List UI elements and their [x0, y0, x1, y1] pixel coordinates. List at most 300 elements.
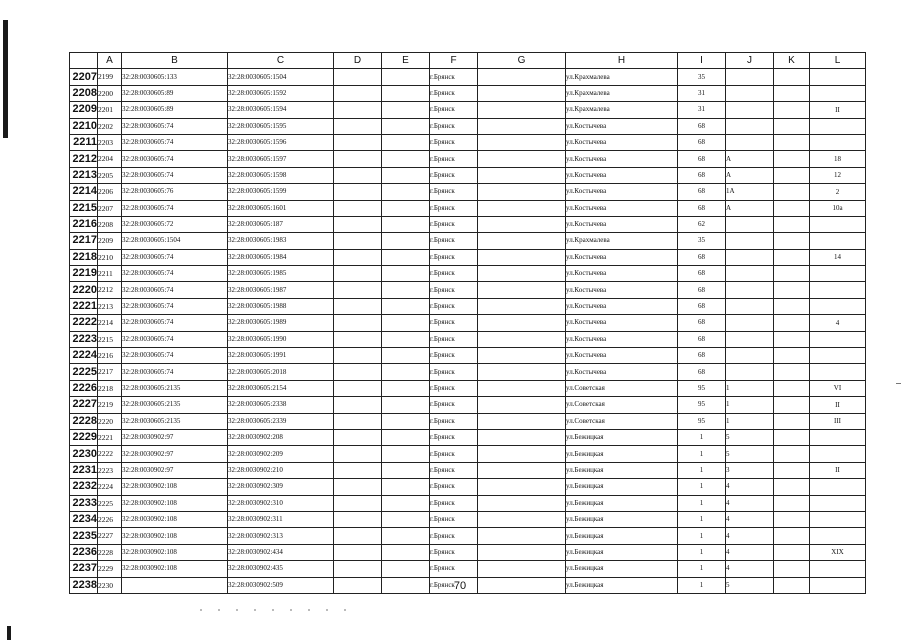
row-header[interactable]: 2225	[70, 364, 98, 380]
row-header[interactable]: 2223	[70, 331, 98, 347]
cell-k[interactable]	[774, 413, 810, 429]
cell-g[interactable]	[478, 397, 566, 413]
cell-c[interactable]: 32:28:0030605:1598	[228, 167, 334, 183]
cell-k[interactable]	[774, 511, 810, 527]
cell-f[interactable]: г.Брянск	[430, 200, 478, 216]
cell-i[interactable]: 68	[678, 134, 726, 150]
cell-e[interactable]	[382, 69, 430, 85]
cell-k[interactable]	[774, 331, 810, 347]
cell-e[interactable]	[382, 528, 430, 544]
cell-j[interactable]	[726, 102, 774, 118]
cell-j[interactable]: А	[726, 200, 774, 216]
cell-f[interactable]: г.Брянск	[430, 102, 478, 118]
cell-i[interactable]: 68	[678, 348, 726, 364]
cell-b[interactable]	[122, 577, 228, 593]
cell-i[interactable]: 31	[678, 102, 726, 118]
cell-f[interactable]: г.Брянск	[430, 495, 478, 511]
row-header[interactable]: 2236	[70, 544, 98, 560]
cell-l[interactable]	[810, 298, 866, 314]
column-header-d[interactable]: D	[334, 53, 382, 69]
cell-h[interactable]: ул.Костычева	[566, 282, 678, 298]
cell-k[interactable]	[774, 462, 810, 478]
cell-b[interactable]: 32:28:0030605:2135	[122, 397, 228, 413]
cell-e[interactable]	[382, 315, 430, 331]
cell-c[interactable]: 32:28:0030605:2018	[228, 364, 334, 380]
cell-j[interactable]	[726, 233, 774, 249]
cell-l[interactable]: III	[810, 413, 866, 429]
cell-l[interactable]	[810, 233, 866, 249]
cell-j[interactable]	[726, 364, 774, 380]
cell-e[interactable]	[382, 429, 430, 445]
cell-b[interactable]: 32:28:0030605:74	[122, 118, 228, 134]
cell-g[interactable]	[478, 134, 566, 150]
cell-f[interactable]: г.Брянск	[430, 364, 478, 380]
cell-j[interactable]: А	[726, 167, 774, 183]
cell-b[interactable]: 32:28:0030902:97	[122, 462, 228, 478]
cell-e[interactable]	[382, 167, 430, 183]
cell-d[interactable]	[334, 151, 382, 167]
cell-b[interactable]: 32:28:0030605:74	[122, 134, 228, 150]
cell-a[interactable]: 2210	[98, 249, 122, 265]
cell-l[interactable]	[810, 69, 866, 85]
row-header[interactable]: 2234	[70, 511, 98, 527]
cell-j[interactable]: 4	[726, 528, 774, 544]
cell-g[interactable]	[478, 561, 566, 577]
cell-i[interactable]: 68	[678, 298, 726, 314]
cell-f[interactable]: г.Брянск	[430, 380, 478, 396]
cell-g[interactable]	[478, 364, 566, 380]
cell-e[interactable]	[382, 380, 430, 396]
cell-h[interactable]: ул.Бежицкая	[566, 495, 678, 511]
cell-g[interactable]	[478, 266, 566, 282]
cell-h[interactable]: ул.Советская	[566, 380, 678, 396]
cell-a[interactable]: 2209	[98, 233, 122, 249]
column-header-a[interactable]: A	[98, 53, 122, 69]
cell-a[interactable]: 2230	[98, 577, 122, 593]
cell-d[interactable]	[334, 69, 382, 85]
cell-k[interactable]	[774, 118, 810, 134]
cell-e[interactable]	[382, 216, 430, 232]
cell-h[interactable]: ул.Бежицкая	[566, 429, 678, 445]
cell-d[interactable]	[334, 479, 382, 495]
cell-d[interactable]	[334, 364, 382, 380]
cell-e[interactable]	[382, 134, 430, 150]
cell-b[interactable]: 32:28:0030902:108	[122, 495, 228, 511]
cell-l[interactable]: II	[810, 102, 866, 118]
cell-e[interactable]	[382, 102, 430, 118]
cell-a[interactable]: 2217	[98, 364, 122, 380]
cell-d[interactable]	[334, 249, 382, 265]
cell-a[interactable]: 2224	[98, 479, 122, 495]
row-header[interactable]: 2228	[70, 413, 98, 429]
column-header-e[interactable]: E	[382, 53, 430, 69]
row-header[interactable]: 2224	[70, 348, 98, 364]
cell-f[interactable]: г.Брянск	[430, 266, 478, 282]
cell-j[interactable]: 5	[726, 577, 774, 593]
cell-c[interactable]: 32:28:0030902:313	[228, 528, 334, 544]
cell-b[interactable]: 32:28:0030605:133	[122, 69, 228, 85]
cell-j[interactable]: 3	[726, 462, 774, 478]
row-header[interactable]: 2212	[70, 151, 98, 167]
cell-h[interactable]: ул.Костычева	[566, 118, 678, 134]
cell-j[interactable]	[726, 315, 774, 331]
cell-k[interactable]	[774, 167, 810, 183]
row-header[interactable]: 2216	[70, 216, 98, 232]
cell-a[interactable]: 2211	[98, 266, 122, 282]
cell-l[interactable]	[810, 495, 866, 511]
cell-c[interactable]: 32:28:0030605:1597	[228, 151, 334, 167]
cell-d[interactable]	[334, 216, 382, 232]
cell-e[interactable]	[382, 544, 430, 560]
column-header-j[interactable]: J	[726, 53, 774, 69]
cell-g[interactable]	[478, 577, 566, 593]
cell-f[interactable]: г.Брянск	[430, 216, 478, 232]
row-header[interactable]: 2219	[70, 266, 98, 282]
cell-a[interactable]: 2220	[98, 413, 122, 429]
cell-i[interactable]: 1	[678, 528, 726, 544]
cell-h[interactable]: ул.Крахмалева	[566, 85, 678, 101]
cell-c[interactable]: 32:28:0030605:1987	[228, 282, 334, 298]
cell-h[interactable]: ул.Костычева	[566, 216, 678, 232]
cell-f[interactable]: г.Брянск	[430, 446, 478, 462]
cell-c[interactable]: 32:28:0030902:435	[228, 561, 334, 577]
cell-b[interactable]: 32:28:0030605:74	[122, 151, 228, 167]
cell-h[interactable]: ул.Крахмалева	[566, 102, 678, 118]
cell-b[interactable]: 32:28:0030605:2135	[122, 380, 228, 396]
cell-j[interactable]: 4	[726, 511, 774, 527]
cell-d[interactable]	[334, 544, 382, 560]
cell-l[interactable]: 4	[810, 315, 866, 331]
cell-b[interactable]: 32:28:0030902:97	[122, 446, 228, 462]
cell-e[interactable]	[382, 413, 430, 429]
cell-h[interactable]: ул.Костычева	[566, 331, 678, 347]
cell-a[interactable]: 2222	[98, 446, 122, 462]
cell-l[interactable]: XIX	[810, 544, 866, 560]
cell-i[interactable]: 95	[678, 380, 726, 396]
row-header[interactable]: 2211	[70, 134, 98, 150]
cell-f[interactable]: г.Брянск	[430, 544, 478, 560]
cell-g[interactable]	[478, 102, 566, 118]
cell-f[interactable]: г.Брянск	[430, 331, 478, 347]
cell-i[interactable]: 68	[678, 200, 726, 216]
cell-l[interactable]: 12	[810, 167, 866, 183]
cell-i[interactable]: 1	[678, 544, 726, 560]
cell-l[interactable]: II	[810, 397, 866, 413]
column-header-h[interactable]: H	[566, 53, 678, 69]
cell-a[interactable]: 2225	[98, 495, 122, 511]
cell-a[interactable]: 2204	[98, 151, 122, 167]
cell-j[interactable]	[726, 134, 774, 150]
cell-b[interactable]: 32:28:0030605:74	[122, 167, 228, 183]
cell-c[interactable]: 32:28:0030605:1592	[228, 85, 334, 101]
cell-f[interactable]: г.Брянск	[430, 348, 478, 364]
cell-k[interactable]	[774, 233, 810, 249]
cell-k[interactable]	[774, 561, 810, 577]
row-header[interactable]: 2220	[70, 282, 98, 298]
cell-k[interactable]	[774, 495, 810, 511]
cell-j[interactable]: 1	[726, 413, 774, 429]
cell-b[interactable]: 32:28:0030605:74	[122, 315, 228, 331]
cell-c[interactable]: 32:28:0030605:1594	[228, 102, 334, 118]
cell-d[interactable]	[334, 233, 382, 249]
cell-j[interactable]: 5	[726, 446, 774, 462]
column-header-l[interactable]: L	[810, 53, 866, 69]
cell-c[interactable]: 32:28:0030902:509	[228, 577, 334, 593]
cell-d[interactable]	[334, 511, 382, 527]
cell-j[interactable]: 4	[726, 544, 774, 560]
cell-j[interactable]	[726, 69, 774, 85]
cell-l[interactable]	[810, 429, 866, 445]
cell-j[interactable]	[726, 348, 774, 364]
cell-e[interactable]	[382, 298, 430, 314]
cell-a[interactable]: 2203	[98, 134, 122, 150]
cell-h[interactable]: ул.Крахмалева	[566, 69, 678, 85]
cell-c[interactable]: 32:28:0030605:1983	[228, 233, 334, 249]
cell-d[interactable]	[334, 446, 382, 462]
cell-b[interactable]: 32:28:0030605:74	[122, 282, 228, 298]
column-header-k[interactable]: K	[774, 53, 810, 69]
cell-a[interactable]: 2207	[98, 200, 122, 216]
cell-l[interactable]	[810, 266, 866, 282]
cell-i[interactable]: 68	[678, 331, 726, 347]
row-header[interactable]: 2221	[70, 298, 98, 314]
cell-f[interactable]: г.Брянск	[430, 429, 478, 445]
cell-h[interactable]: ул.Костычева	[566, 167, 678, 183]
cell-a[interactable]: 2208	[98, 216, 122, 232]
cell-i[interactable]: 35	[678, 69, 726, 85]
cell-l[interactable]	[810, 528, 866, 544]
cell-e[interactable]	[382, 118, 430, 134]
row-header[interactable]: 2238	[70, 577, 98, 593]
cell-c[interactable]: 32:28:0030605:1990	[228, 331, 334, 347]
cell-i[interactable]: 68	[678, 315, 726, 331]
row-header[interactable]: 2227	[70, 397, 98, 413]
cell-c[interactable]: 32:28:0030605:2339	[228, 413, 334, 429]
cell-a[interactable]: 2229	[98, 561, 122, 577]
cell-b[interactable]: 32:28:0030902:108	[122, 561, 228, 577]
cell-f[interactable]: г.Брянск	[430, 397, 478, 413]
cell-c[interactable]: 32:28:0030902:310	[228, 495, 334, 511]
cell-a[interactable]: 2213	[98, 298, 122, 314]
cell-e[interactable]	[382, 200, 430, 216]
cell-l[interactable]	[810, 511, 866, 527]
cell-a[interactable]: 2218	[98, 380, 122, 396]
cell-g[interactable]	[478, 216, 566, 232]
cell-c[interactable]: 32:28:0030605:2154	[228, 380, 334, 396]
cell-j[interactable]: 1	[726, 397, 774, 413]
row-header[interactable]: 2215	[70, 200, 98, 216]
row-header[interactable]: 2231	[70, 462, 98, 478]
cell-f[interactable]: г.Брянск	[430, 315, 478, 331]
cell-e[interactable]	[382, 511, 430, 527]
cell-b[interactable]: 32:28:0030605:74	[122, 298, 228, 314]
cell-b[interactable]: 32:28:0030605:74	[122, 331, 228, 347]
cell-b[interactable]: 32:28:0030605:74	[122, 249, 228, 265]
cell-l[interactable]	[810, 479, 866, 495]
cell-c[interactable]: 32:28:0030605:1988	[228, 298, 334, 314]
row-header[interactable]: 2207	[70, 69, 98, 85]
cell-h[interactable]: ул.Костычева	[566, 249, 678, 265]
cell-b[interactable]: 32:28:0030605:72	[122, 216, 228, 232]
cell-h[interactable]: ул.Костычева	[566, 200, 678, 216]
cell-f[interactable]: г.Брянск	[430, 282, 478, 298]
cell-d[interactable]	[334, 266, 382, 282]
cell-h[interactable]: ул.Бежицкая	[566, 528, 678, 544]
cell-a[interactable]: 2219	[98, 397, 122, 413]
cell-l[interactable]: VI	[810, 380, 866, 396]
cell-k[interactable]	[774, 429, 810, 445]
cell-j[interactable]: 4	[726, 561, 774, 577]
cell-i[interactable]: 1	[678, 429, 726, 445]
cell-h[interactable]: ул.Бежицкая	[566, 446, 678, 462]
cell-j[interactable]	[726, 282, 774, 298]
cell-a[interactable]: 2206	[98, 184, 122, 200]
cell-g[interactable]	[478, 315, 566, 331]
cell-k[interactable]	[774, 544, 810, 560]
cell-c[interactable]: 32:28:0030902:434	[228, 544, 334, 560]
cell-a[interactable]: 2216	[98, 348, 122, 364]
cell-i[interactable]: 68	[678, 151, 726, 167]
cell-k[interactable]	[774, 397, 810, 413]
cell-i[interactable]: 95	[678, 397, 726, 413]
cell-b[interactable]: 32:28:0030902:108	[122, 479, 228, 495]
cell-c[interactable]: 32:28:0030605:1989	[228, 315, 334, 331]
cell-d[interactable]	[334, 348, 382, 364]
cell-h[interactable]: ул.Костычева	[566, 298, 678, 314]
cell-j[interactable]: 5	[726, 429, 774, 445]
cell-l[interactable]	[810, 348, 866, 364]
cell-f[interactable]: г.Брянск	[430, 85, 478, 101]
cell-h[interactable]: ул.Костычева	[566, 364, 678, 380]
cell-f[interactable]: г.Брянск	[430, 69, 478, 85]
cell-l[interactable]	[810, 118, 866, 134]
cell-e[interactable]	[382, 495, 430, 511]
column-header-f[interactable]: F	[430, 53, 478, 69]
cell-c[interactable]: 32:28:0030605:1596	[228, 134, 334, 150]
cell-g[interactable]	[478, 544, 566, 560]
cell-k[interactable]	[774, 479, 810, 495]
cell-g[interactable]	[478, 118, 566, 134]
cell-i[interactable]: 1	[678, 511, 726, 527]
cell-k[interactable]	[774, 298, 810, 314]
cell-g[interactable]	[478, 331, 566, 347]
cell-b[interactable]: 32:28:0030902:108	[122, 528, 228, 544]
cell-g[interactable]	[478, 528, 566, 544]
cell-d[interactable]	[334, 282, 382, 298]
cell-k[interactable]	[774, 249, 810, 265]
cell-e[interactable]	[382, 266, 430, 282]
cell-h[interactable]: ул.Бежицкая	[566, 479, 678, 495]
cell-d[interactable]	[334, 134, 382, 150]
cell-c[interactable]: 32:28:0030605:1599	[228, 184, 334, 200]
cell-g[interactable]	[478, 200, 566, 216]
cell-a[interactable]: 2226	[98, 511, 122, 527]
cell-d[interactable]	[334, 184, 382, 200]
cell-i[interactable]: 68	[678, 184, 726, 200]
cell-a[interactable]: 2202	[98, 118, 122, 134]
cell-a[interactable]: 2228	[98, 544, 122, 560]
cell-f[interactable]: г.Брянск	[430, 462, 478, 478]
cell-c[interactable]: 32:28:0030902:209	[228, 446, 334, 462]
cell-k[interactable]	[774, 364, 810, 380]
cell-i[interactable]: 1	[678, 479, 726, 495]
cell-k[interactable]	[774, 282, 810, 298]
cell-e[interactable]	[382, 364, 430, 380]
cell-f[interactable]: г.Брянск	[430, 167, 478, 183]
cell-k[interactable]	[774, 134, 810, 150]
cell-h[interactable]: ул.Советская	[566, 397, 678, 413]
cell-e[interactable]	[382, 577, 430, 593]
cell-b[interactable]: 32:28:0030605:74	[122, 348, 228, 364]
cell-d[interactable]	[334, 462, 382, 478]
cell-l[interactable]: II	[810, 462, 866, 478]
cell-h[interactable]: ул.Костычева	[566, 348, 678, 364]
row-header[interactable]: 2210	[70, 118, 98, 134]
cell-k[interactable]	[774, 528, 810, 544]
row-header[interactable]: 2232	[70, 479, 98, 495]
cell-g[interactable]	[478, 380, 566, 396]
cell-j[interactable]	[726, 298, 774, 314]
cell-g[interactable]	[478, 233, 566, 249]
cell-c[interactable]: 32:28:0030605:2338	[228, 397, 334, 413]
cell-i[interactable]: 1	[678, 561, 726, 577]
cell-g[interactable]	[478, 479, 566, 495]
cell-a[interactable]: 2199	[98, 69, 122, 85]
cell-k[interactable]	[774, 315, 810, 331]
cell-g[interactable]	[478, 429, 566, 445]
cell-g[interactable]	[478, 511, 566, 527]
cell-b[interactable]: 32:28:0030605:74	[122, 364, 228, 380]
cell-d[interactable]	[334, 528, 382, 544]
cell-b[interactable]: 32:28:0030902:108	[122, 544, 228, 560]
cell-c[interactable]: 32:28:0030605:1504	[228, 69, 334, 85]
cell-i[interactable]: 31	[678, 85, 726, 101]
cell-k[interactable]	[774, 184, 810, 200]
cell-f[interactable]: г.Брянск	[430, 249, 478, 265]
cell-k[interactable]	[774, 200, 810, 216]
row-header[interactable]: 2226	[70, 380, 98, 396]
cell-j[interactable]	[726, 216, 774, 232]
cell-b[interactable]: 32:28:0030605:1504	[122, 233, 228, 249]
column-header-c[interactable]: C	[228, 53, 334, 69]
cell-l[interactable]	[810, 446, 866, 462]
cell-i[interactable]: 68	[678, 282, 726, 298]
cell-k[interactable]	[774, 348, 810, 364]
cell-h[interactable]: ул.Костычева	[566, 184, 678, 200]
cell-l[interactable]: 14	[810, 249, 866, 265]
cell-g[interactable]	[478, 85, 566, 101]
cell-i[interactable]: 68	[678, 167, 726, 183]
cell-i[interactable]: 1	[678, 577, 726, 593]
cell-i[interactable]: 1	[678, 495, 726, 511]
cell-l[interactable]: 18	[810, 151, 866, 167]
cell-f[interactable]: г.Брянск	[430, 134, 478, 150]
cell-c[interactable]: 32:28:0030902:210	[228, 462, 334, 478]
row-header[interactable]: 2213	[70, 167, 98, 183]
cell-l[interactable]	[810, 331, 866, 347]
cell-d[interactable]	[334, 315, 382, 331]
cell-a[interactable]: 2201	[98, 102, 122, 118]
cell-j[interactable]	[726, 266, 774, 282]
cell-k[interactable]	[774, 69, 810, 85]
cell-i[interactable]: 1	[678, 446, 726, 462]
cell-j[interactable]: 4	[726, 479, 774, 495]
cell-e[interactable]	[382, 446, 430, 462]
cell-f[interactable]: г.Брянск	[430, 528, 478, 544]
cell-k[interactable]	[774, 266, 810, 282]
cell-e[interactable]	[382, 397, 430, 413]
cell-j[interactable]	[726, 249, 774, 265]
